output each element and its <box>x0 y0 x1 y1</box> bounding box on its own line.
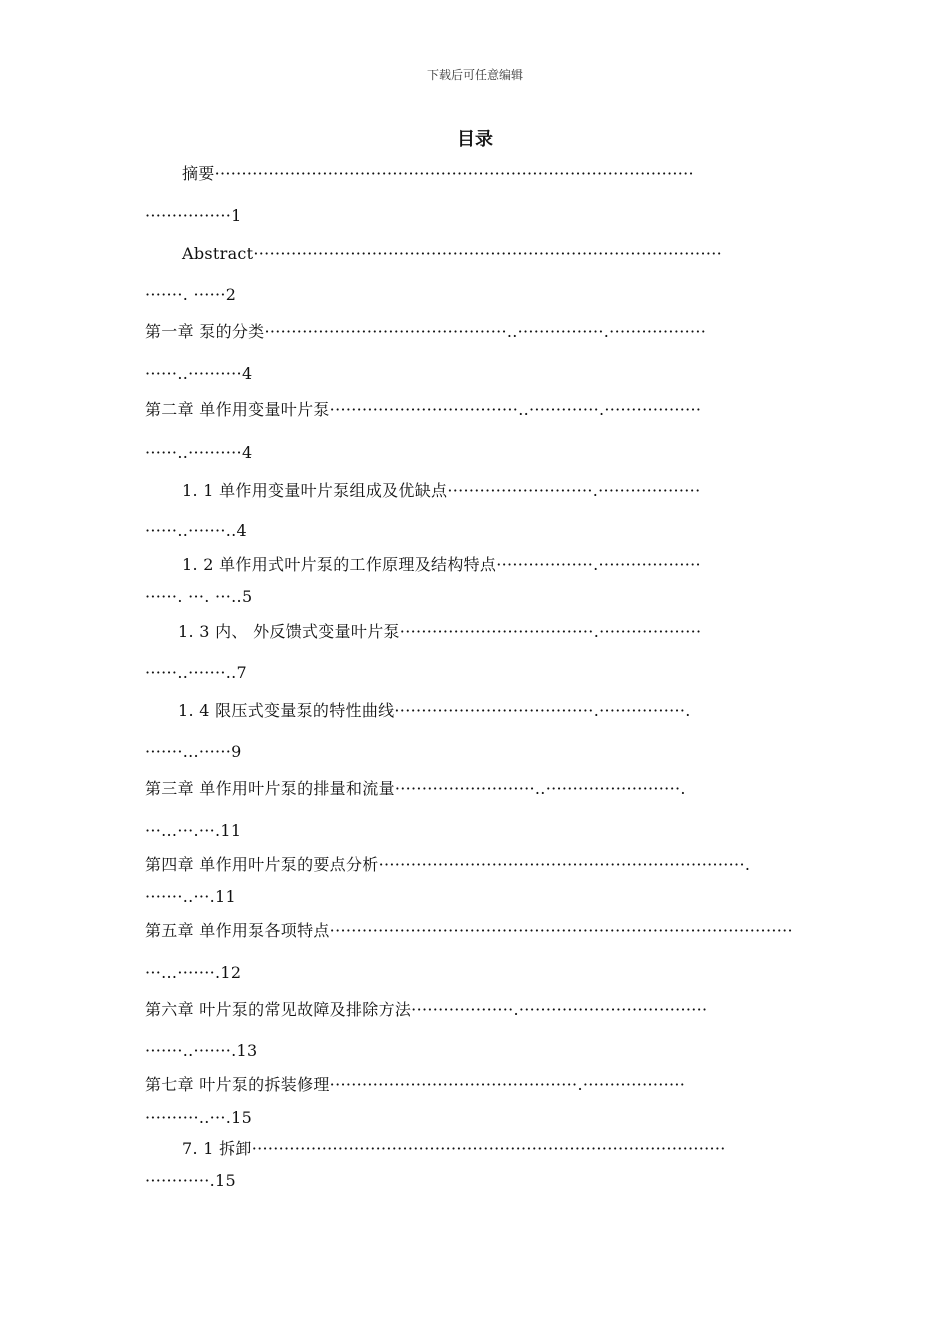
toc-entry-chapter-1-page: ······..··········4 <box>145 364 253 383</box>
toc-entry-chapter-7-page: ··········..···.15 <box>145 1108 253 1127</box>
toc-entry-chapter-3-page: ···...···.···.11 <box>145 821 242 840</box>
toc-entry-abstract-en[interactable]: Abstract······················································································· <box>182 244 722 263</box>
toc-entry-section-7-1[interactable]: 7. 1 拆卸························································································ <box>182 1139 726 1158</box>
toc-entry-section-1-2-page: ······. ···. ···..5 <box>145 587 253 606</box>
toc-entry-section-1-3[interactable]: 1. 3 内、 外反馈式变量叶片泵····································.··················· <box>178 622 702 641</box>
toc-title: 目录 <box>457 129 493 150</box>
header-note: 下载后可任意编辑 <box>426 68 523 82</box>
toc-entry-chapter-5[interactable]: 第五章 单作用泵各项特点······················································································ <box>145 921 793 940</box>
toc-entry-chapter-5-page: ···...·······.12 <box>145 963 242 982</box>
toc-entry-section-7-1-page: ············.15 <box>145 1171 236 1190</box>
toc-entry-abstract-en-page: ·······. ······2 <box>145 285 237 304</box>
toc-entry-section-1-3-page: ······..·······..7 <box>145 663 248 682</box>
toc-entry-chapter-6-page: ·······..·······.13 <box>145 1041 258 1060</box>
toc-entry-chapter-2-page: ······..··········4 <box>145 443 253 462</box>
toc-entry-abstract-cn[interactable]: 摘要························································································· <box>182 164 694 183</box>
toc-entry-section-1-1[interactable]: 1. 1 单作用变量叶片泵组成及优缺点···························.··················· <box>182 481 701 500</box>
toc-entry-chapter-4-page: ·······..···.11 <box>145 887 236 906</box>
toc-entry-chapter-3[interactable]: 第三章 单作用叶片泵的排量和流量··························..·························. <box>145 779 686 798</box>
toc-entry-chapter-2[interactable]: 第二章 单作用变量叶片泵···································..·············.·················· <box>145 400 702 419</box>
toc-entry-abstract-cn-page: ················1 <box>145 206 242 225</box>
toc-entry-section-1-2[interactable]: 1. 2 单作用式叶片泵的工作原理及结构特点··················.··················· <box>182 555 701 574</box>
toc-entry-chapter-1[interactable]: 第一章 泵的分类·············································..················.·················· <box>145 322 707 341</box>
toc-entry-section-1-4[interactable]: 1. 4 限压式变量泵的特性曲线·····································.················. <box>178 701 691 720</box>
toc-entry-section-1-4-page: ·······...······9 <box>145 742 242 761</box>
toc-entry-chapter-7[interactable]: 第七章 叶片泵的拆装修理··············································.··················· <box>145 1075 686 1094</box>
toc-entry-chapter-4[interactable]: 第四章 单作用叶片泵的要点分析····································································. <box>145 855 751 874</box>
toc-entry-chapter-6[interactable]: 第六章 叶片泵的常见故障及排除方法···················.··································· <box>145 1000 708 1019</box>
toc-entry-section-1-1-page: ······..·······..4 <box>145 521 248 540</box>
